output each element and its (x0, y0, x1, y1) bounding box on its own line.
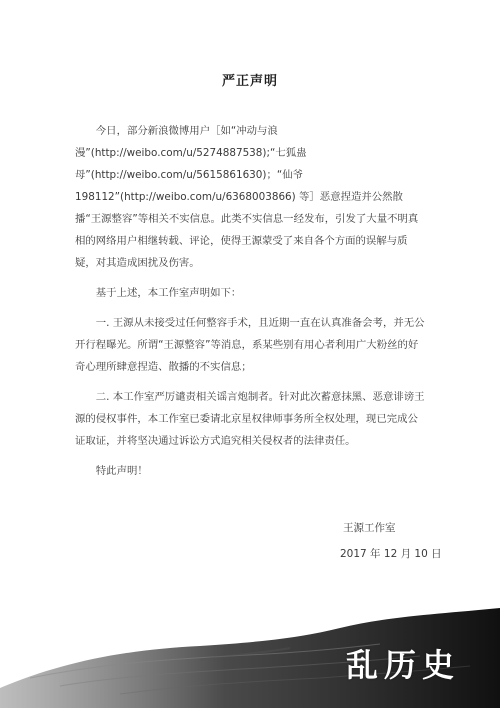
paragraph-intro: 今日，部分新浪微博用户［如“冲动与浪漫”(http://weibo.com/u/5274887538);“七狐蛊母”(http://weibo.com/u/5615861630)；“仙爷 198112”(http://weibo.com/u/6368003866) 等］恶意捏造并公然散播“王源整容”等相关不实信息。此类不实信息一经发布，引发了大量不明真相的网络用户相继转载、评论，使得王源蒙受了来自各个方面的误解与质疑，对其造成困扰及伤害。 (75, 125, 419, 269)
statement-body (75, 120, 425, 482)
signature-date: 2017 年 12 月 10 日 (340, 548, 442, 560)
paragraph-point-two: 二. 本工作室严厉谴责相关谣言炮制者。针对此次蓄意抹黑、恶意诽谤王源的侵权事件，本工作室已委请北京星权律师事务所全权处理，现已完成公证取证，并将坚决通过诉讼方式追究相关侵权者的法律责任。 (75, 391, 425, 447)
paragraph-lead: 基于上述，本工作室声明如下： (95, 287, 242, 299)
paragraph-closing: 特此声明！ (95, 465, 148, 477)
signature-org: 王源工作室 (343, 522, 396, 534)
signature-block (340, 515, 480, 567)
page-title: 严正声明 (221, 74, 278, 89)
paragraph-point-one: 一. 王源从未接受过任何整容手术，且近期一直在认真准备会考，并无公开行程曝光。所谓“王源整容”等消息，系某些别有用心者利用广大粉丝的好奇心理所肆意捏造、散播的不实信息； (75, 317, 425, 373)
ink-brush-decoration (0, 568, 500, 708)
watermark-calligraphy: 乱历史 (346, 646, 461, 684)
